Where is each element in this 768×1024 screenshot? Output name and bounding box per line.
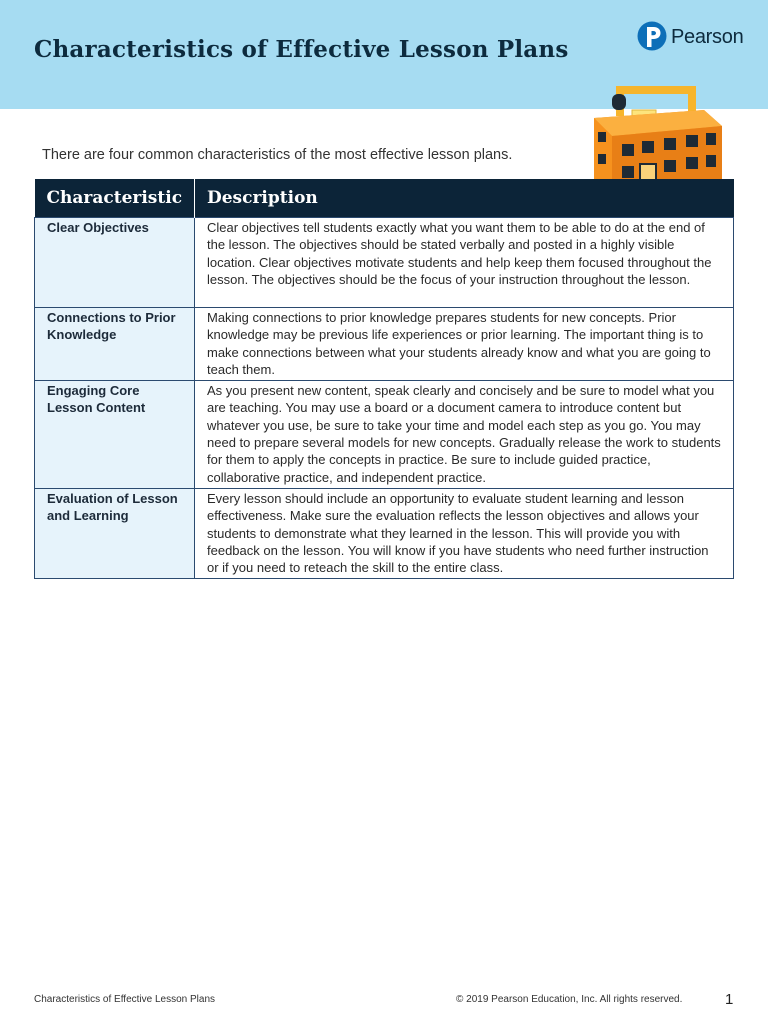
characteristic-cell: Connections to Prior Knowledge [35, 308, 195, 381]
characteristic-cell: Clear Objectives [35, 218, 195, 308]
column-header-characteristic: Characteristic [35, 179, 195, 218]
page-title: Characteristics of Effective Lesson Plans [34, 36, 569, 63]
description-cell: Clear objectives tell students exactly what you want them to be able to do at the end of the lesson. The objectives should be stated verbally and posted in a highly visible location. Clear objectives motivate students and help keep them focused throughout the lesson. The objectives should be the focus of your instruction throughout the lesson. [195, 218, 734, 308]
description-cell: Every lesson should include an opportunity to evaluate student learning and lesson effectiveness. Make sure the evaluation reflects the lesson objectives and allows your students to demonstrate what they learned in the lesson. This will provide you with feedback on the lesson. You will know if you have students who need further instruction or if you need to reteach the skill to the entire class. [195, 488, 734, 578]
pearson-logo [637, 20, 743, 54]
table-row [35, 488, 734, 578]
column-header-description: Description [195, 179, 734, 218]
intro-text: There are four common characteristics of the most effective lesson plans. [42, 147, 513, 163]
characteristic-cell: Evaluation of Lesson and Learning [35, 488, 195, 578]
characteristics-table [34, 179, 734, 579]
footer-copyright: © 2019 Pearson Education, Inc. All rights reserved. [456, 994, 683, 1005]
page-number: 1 [725, 991, 734, 1008]
description-cell: Making connections to prior knowledge prepares students for new concepts. Prior knowledge may be previous life experiences or prior learning. The important thing is to make connections between what your students already know and what you are going to teach them. [195, 308, 734, 381]
table-row [35, 308, 734, 381]
table-header-row [35, 179, 734, 218]
description-cell: As you present new content, speak clearly and concisely and be sure to model what you are teaching. You may use a board or a document camera to introduce content but whatever you use, be sure to take your time and model each step as you go. You may need to prepare several models for new concepts. Gradually release the work to students for them to apply the concepts in practice. Be sure to include guided practice, collaborative practice, and independent practice. [195, 381, 734, 489]
characteristic-cell: Engaging Core Lesson Content [35, 381, 195, 489]
pearson-wordmark: Pearson [671, 25, 744, 48]
pearson-logo-icon [637, 20, 667, 54]
footer-title: Characteristics of Effective Lesson Plans [34, 994, 216, 1005]
table-row [35, 218, 734, 308]
table-row [35, 381, 734, 489]
